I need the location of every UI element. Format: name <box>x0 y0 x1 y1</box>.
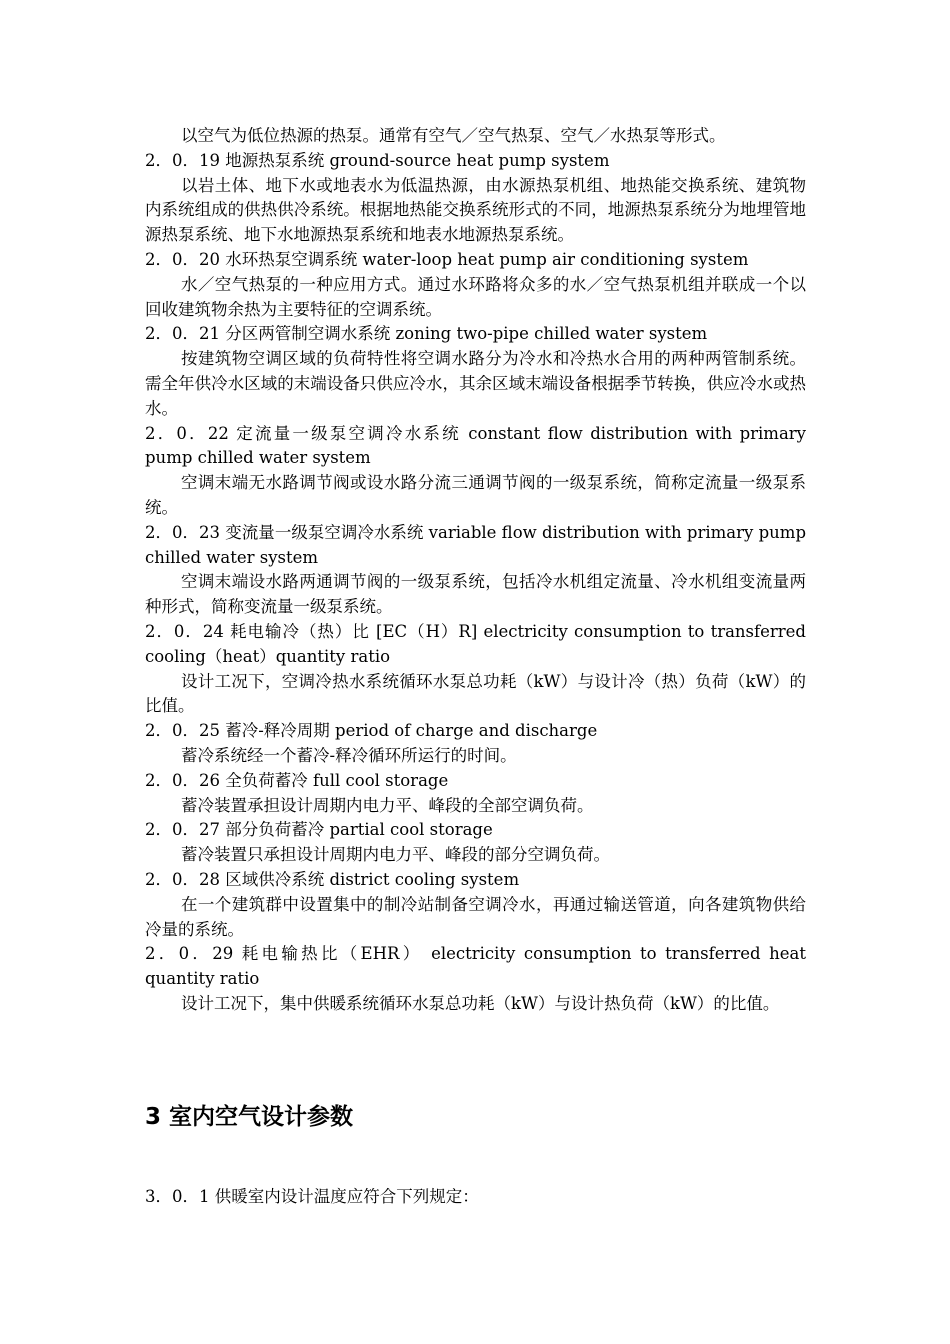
term-2-0-27: 2．0．27 部分负荷蓄冷 partial cool storage <box>145 820 493 840</box>
paragraph-2-0-19: 以岩土体、地下水或地表水为低温热源，由水源热泵机组、地热能交换系统、建筑物内系统组成的供热供冷系统。根据地热能交换系统形式的不同，地源热泵系统分为地埋管地源热泵系统、地下水地源热泵系统和地表水地源热泵系统。 <box>145 175 806 245</box>
term-2-0-20: 2．0．20 水环热泵空调系统 water-loop heat pump air conditioning system <box>145 249 749 269</box>
clause-3-0-1: 3．0．1 供暖室内设计温度应符合下列规定： <box>145 1187 479 1206</box>
paragraph-2-0-23: 空调末端设水路两通调节阀的一级泵系统，包括冷水机组定流量、冷水机组变流量两种形式，简称变流量一级泵系统。 <box>145 572 806 617</box>
term-2-0-29: 2．0．29 耗电输热比（EHR） electricity consumption to transferred heat quantity ratio <box>145 944 806 989</box>
term-2-0-25: 2．0．25 蓄冷-释冷周期 period of charge and discharge <box>145 721 598 741</box>
paragraph-2-0-20: 水／空气热泵的一种应用方式。通过水环路将众多的水／空气热泵机组并联成一个以回收建筑物余热为主要特征的空调系统。 <box>145 274 806 319</box>
paragraph-2-0-22: 空调末端无水路调节阀或设水路分流三通调节阀的一级泵系统，简称定流量一级泵系统。 <box>145 473 806 517</box>
paragraph-2-0-21: 按建筑物空调区域的负荷特性将空调水路分为冷水和冷热水合用的两种两管制系统。需全年供冷水区域的末端设备只供应冷水，其余区域末端设备根据季节转换，供应冷水或热水。 <box>145 349 806 418</box>
term-2-0-19: 2．0．19 地源热泵系统 ground-source heat pump system <box>145 150 610 170</box>
term-2-0-26: 2．0．26 全负荷蓄冷 full cool storage <box>145 770 449 790</box>
term-2-0-24: 2．0．24 耗电输冷（热）比 [EC（H）R] electricity consumption to transferred cooling（heat）quantity ratio <box>145 621 806 666</box>
term-2-0-28: 2．0．28 区域供冷系统 district cooling system <box>145 869 520 889</box>
section-3-title: 3 室内空气设计参数 <box>145 1104 354 1130</box>
paragraph-2-0-27: 蓄冷装置只承担设计周期内电力平、峰段的部分空调负荷。 <box>181 845 610 865</box>
paragraph-2-0-24: 设计工况下，空调冷热水系统循环水泵总功耗（kW）与设计冷（热）负荷（kW）的比值。 <box>145 671 806 716</box>
paragraph-2-0-25: 蓄冷系统经一个蓄冷-释冷循环所运行的时间。 <box>181 745 517 765</box>
paragraph-air-source-heat-pump: 以空气为低位热源的热泵。通常有空气／空气热泵、空气／水热泵等形式。 <box>181 126 726 145</box>
glossary-text-block <box>145 124 806 1017</box>
term-2-0-21: 2．0．21 分区两管制空调水系统 zoning two-pipe chilled water system <box>145 324 708 344</box>
term-2-0-22: 2．0．22 定流量一级泵空调冷水系统 constant flow distribution with primary pump chilled water system <box>145 423 806 468</box>
term-2-0-23: 2．0．23 变流量一级泵空调冷水系统 variable flow distribution with primary pump chilled water system <box>145 522 806 567</box>
paragraph-2-0-28: 在一个建筑群中设置集中的制冷站制备空调冷水，再通过输送管道，向各建筑物供给冷量的系统。 <box>145 894 806 939</box>
paragraph-2-0-26: 蓄冷装置承担设计周期内电力平、峰段的全部空调负荷。 <box>181 795 594 815</box>
paragraph-2-0-29: 设计工况下，集中供暖系统循环水泵总功耗（kW）与设计热负荷（kW）的比值。 <box>181 993 780 1013</box>
